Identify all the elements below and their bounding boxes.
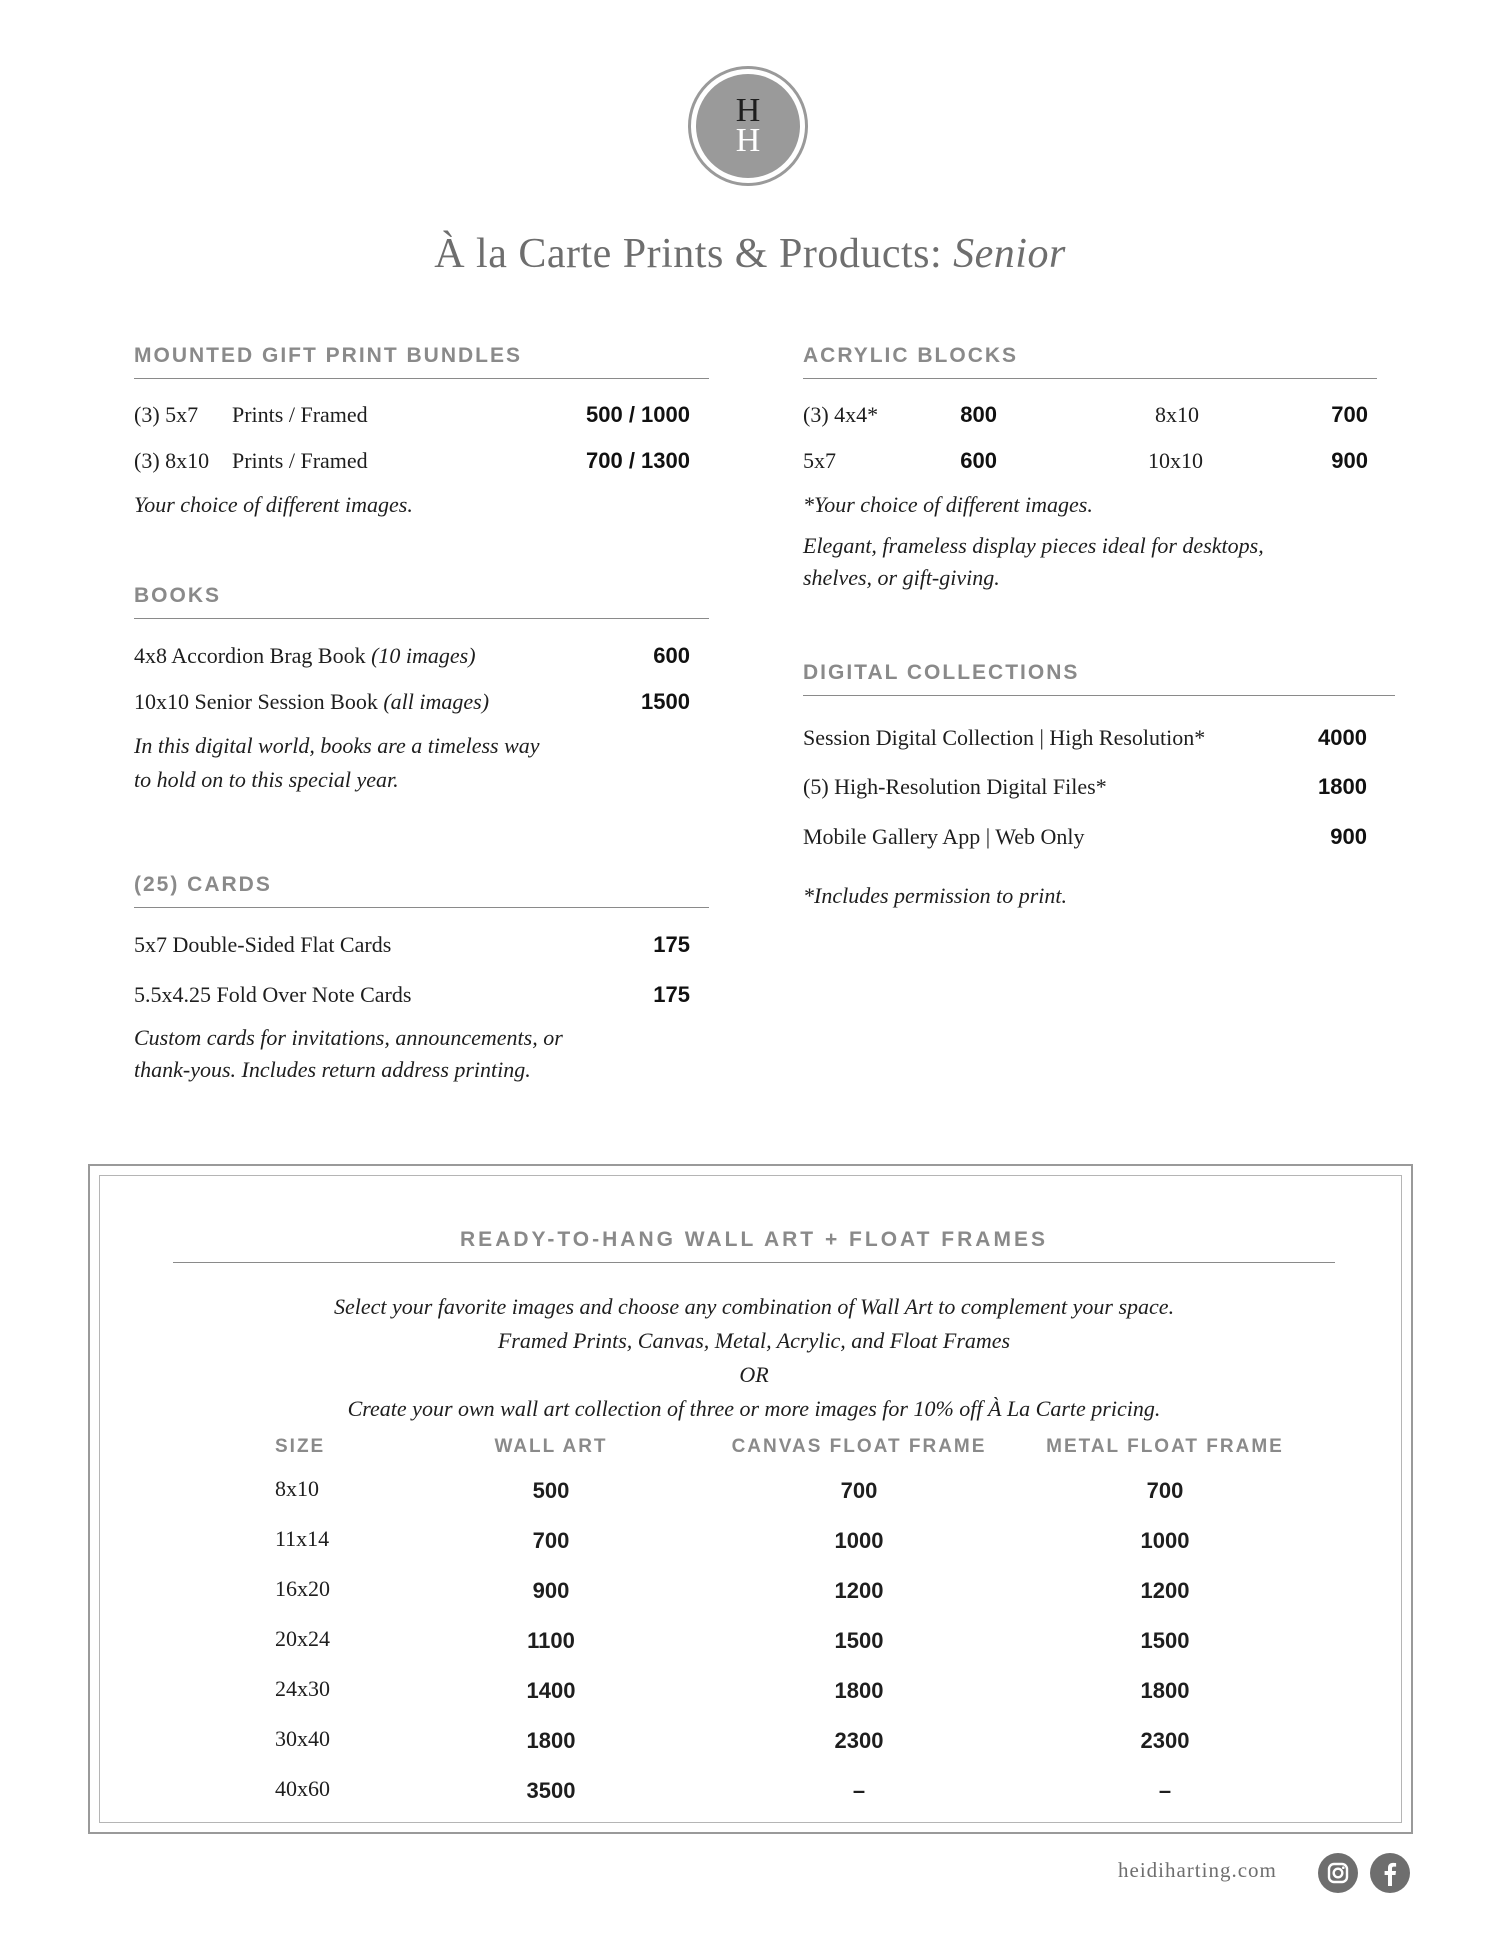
acrylic-item-3-price: 600 [960,448,997,473]
cards-row-2-price: 175 [653,982,690,1007]
wall-art-header: READY-TO-HANG WALL ART + FLOAT FRAMES [173,1228,1335,1263]
acrylic-header: ACRYLIC BLOCKS [803,344,1377,379]
wall-art-intro-line-2: Framed Prints, Canvas, Metal, Acrylic, and Float Frames [497,1328,1011,1353]
col-header-metal-float-frame: METAL FLOAT FRAME [1046,1436,1284,1457]
books-row-1-label: 4x8 Accordion Brag Book [134,643,372,668]
books-row-1 [134,643,476,669]
table-row-7-canvas: – [852,1778,866,1803]
books-row-1-price: 600 [653,643,690,668]
acrylic-note-2-line-2: shelves, or gift-giving. [803,565,1000,590]
page-title [0,230,1500,278]
table-row-1-metal: 700 [1146,1478,1184,1503]
table-row-2-size: 11x14 [275,1526,330,1551]
table-row-1-size: 8x10 [275,1476,319,1501]
acrylic-item-4-size: 10x10 [1148,448,1203,473]
books-row-2-qualifier: (all images) [383,689,490,714]
books-note-line-2: to hold on to this special year. [134,767,399,792]
acrylic-item-2-price: 700 [1331,402,1368,427]
digital-row-3-price: 900 [1330,824,1367,849]
table-row-5-metal: 1800 [1140,1678,1190,1703]
wall-art-intro-line-3: OR [739,1362,769,1387]
digital-row-1-price: 4000 [1318,725,1367,750]
col-header-canvas-float-frame: CANVAS FLOAT FRAME [731,1436,987,1457]
table-row-6-metal: 2300 [1140,1728,1190,1753]
digital-row-2-label: (5) High-Resolution Digital Files* [803,774,1107,799]
table-row-7-metal: – [1158,1778,1172,1803]
table-row-4-wall-art: 1100 [527,1628,575,1653]
books-header: BOOKS [134,584,709,619]
acrylic-item-4-price: 900 [1331,448,1368,473]
table-row-2-metal: 1000 [1140,1528,1190,1553]
table-row-7-wall-art: 3500 [526,1778,576,1803]
facebook-icon[interactable] [1370,1853,1410,1893]
digital-row-2-price: 1800 [1318,774,1367,799]
cards-row-2-label: 5.5x4.25 Fold Over Note Cards [134,982,412,1007]
mounted-row-2-price: 700 / 1300 [586,448,690,473]
digital-note: *Includes permission to print. [803,883,1067,908]
table-row-4-metal: 1500 [1140,1628,1190,1653]
wall-art-intro [173,1290,1335,1426]
digital-row-1-label: Session Digital Collection | High Resolution* [803,725,1206,750]
table-row-7-size: 40x60 [275,1776,330,1801]
table-row-6-wall-art: 1800 [526,1728,576,1753]
table-row-3-canvas: 1200 [834,1578,884,1603]
mounted-header: MOUNTED GIFT PRINT BUNDLES [134,344,709,379]
table-row-2-canvas: 1000 [834,1528,884,1553]
table-row-3-wall-art: 900 [532,1578,570,1603]
acrylic-note-2-line-1: Elegant, frameless display pieces ideal for desktops, [803,533,1264,558]
digital-header: DIGITAL COLLECTIONS [803,661,1395,696]
instagram-icon[interactable] [1318,1853,1358,1893]
acrylic-note-1: *Your choice of different images. [803,492,1093,517]
wall-art-intro-line-4: Create your own wall art collection of three or more images for 10% off À La Carte pricing. [347,1396,1161,1421]
table-row-2-wall-art: 700 [532,1528,570,1553]
mounted-row-1-price: 500 / 1000 [586,402,690,427]
books-row-2-label: 10x10 Senior Session Book [134,689,384,714]
mounted-row-2-label: Prints / Framed [232,448,368,473]
logo-letter-bottom: H [735,122,761,159]
table-row-6-canvas: 2300 [834,1728,884,1753]
books-note-line-1: In this digital world, books are a timeless way [134,733,540,758]
acrylic-item-3-size: 5x7 [803,448,836,473]
cards-row-1-label: 5x7 Double-Sided Flat Cards [134,932,392,957]
logo [688,66,808,186]
acrylic-item-1-size: (3) 4x4* [803,402,879,427]
table-row-3-metal: 1200 [1140,1578,1190,1603]
table-row-6-size: 30x40 [275,1726,330,1751]
table-row-1-wall-art: 500 [532,1478,570,1503]
page-title-sub: Senior [953,231,1066,277]
page-title-main: À la Carte Prints & Products: [434,231,954,277]
table-row-4-size: 20x24 [275,1626,330,1651]
table-row-1-canvas: 700 [840,1478,878,1503]
digital-row-3-label: Mobile Gallery App | Web Only [803,824,1085,849]
cards-note-line-2: thank-yous. Includes return address printing. [134,1057,531,1082]
col-header-size: SIZE [275,1436,326,1457]
col-header-wall-art: WALL ART [494,1436,608,1457]
mounted-row-2-size: (3) 8x10 [134,448,210,473]
table-row-5-canvas: 1800 [834,1678,884,1703]
mounted-row-1-label: Prints / Framed [232,402,368,427]
table-row-3-size: 16x20 [275,1576,330,1601]
table-row-5-size: 24x30 [275,1676,330,1701]
table-row-5-wall-art: 1400 [526,1678,576,1703]
logo-badge [696,74,800,178]
table-row-4-canvas: 1500 [834,1628,884,1653]
website-link[interactable]: heidiharting.com [1118,1858,1277,1882]
books-row-2 [134,689,489,715]
wall-art-intro-line-1: Select your favorite images and choose any combination of Wall Art to complement your space. [333,1294,1175,1319]
acrylic-item-2-size: 8x10 [1155,402,1199,427]
books-row-1-qualifier: (10 images) [371,643,476,668]
books-row-2-price: 1500 [641,689,690,714]
mounted-note: Your choice of different images. [134,492,413,517]
cards-header: (25) CARDS [134,873,709,908]
mounted-row-1-size: (3) 5x7 [134,402,199,427]
acrylic-item-1-price: 800 [960,402,997,427]
logo-letter-top: H [735,92,761,129]
cards-note-line-1: Custom cards for invitations, announcements, or [134,1025,563,1050]
cards-row-1-price: 175 [653,932,690,957]
